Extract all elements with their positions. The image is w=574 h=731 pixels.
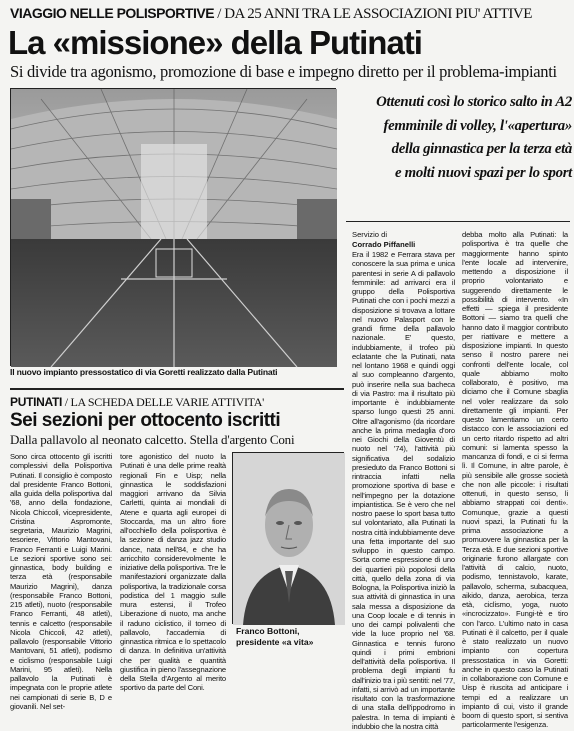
- byline-author: Corrado Piffanelli: [352, 239, 416, 249]
- byline: [352, 230, 452, 249]
- man-portrait-image: [233, 453, 345, 625]
- kicker-separator: /: [214, 6, 225, 22]
- side-kicker-bold: PUTINATI: [10, 395, 63, 409]
- side-text: tore agonistico del nuoto la Putinati è una delle prime realtà regionali Fin e Uisp; nella ginnastica le soddisfazioni maggiori arrivano da Silvia Carletti, quinta ai mondiali di Atene e quarta agli europei di Stoccarda, ma un altro fiore all'occhiello della polisportiva è la sezione di danza jazz studio dance, nata nell'84, e che ha arricchito considerevolmente le iniziative della polisportiva. Tre le manifestazioni organizzate dalla polisportiva, la tradizionale corsa podistica del 1 maggio sulle mura estensi, il Trofeo Liberazione di nuoto, ma anche il raduno ciclistico, il torneo di pallavolo, l'accademia di ginnastica ritmica e lo spettacolo di danza. In definitiva un'attività che per qualità e quantità giustifica in pieno l'assegnazione della Stella d'Argento al merito sportivo da parte del Coni.: [120, 452, 226, 693]
- pull-quote-rule: [346, 221, 570, 222]
- section-kicker: [10, 5, 570, 23]
- section-divider: [10, 388, 344, 390]
- article-text: Era il 1982 e Ferrara stava per conoscere la sua prima e unica parentesi in serie A di pallavolo femminile: ad arrivarci era il gruppo della Polisportiva Putinati che con i pochi mezzi a disposizione si trovava a lottare nel nuovo Palasport con le grandi firme della pallavolo nazionale. E' questo, indubbiamente, il trofeo più eclatante che la Putinati, nata nel lontano 1968 e quindi oggi al suo compleanno d'argento, può inserire nella sua bacheca di via Pastro: ma il risultato più importante è indubbiamente sparso lungo questi 25 anni. Oltre all'agonismo (da ricordare anche la prima medaglia d'oro nei Giochi della Gioventù di nuoto nel '74), l'attività più significativa del sodalizio presieduto da Franco Bottoni si rintraccia infatti nella promozione sportiva di base e nell'impegno per la dotazione impiantistica. Se è vero che nel nostro paese lo sport basa tutto sul volontariato, alla Putinati la nostra città indubbiamente deve una fetta importante del suo sviluppo in questo campo. Sorta come espressione di uno dei quartieri più popolosi della città, quello della zona di via Bologna, la Polisportiva iniziò la sua attività di ginnastica in una sala messa a disposizione da una Coop locale e di tennis in uno dei campi polivalenti che vide la luce proprio nel '68. Ginnastica e tennis furono quindi i primi embrioni dell'attività della polisportiva. Il problema degli impianti fu dall'inizio tra i più sentiti: nel '77, infatti, si arrivò ad un importante risultato con la trasformazione di una stalla dell'ippodromo in palestra. In tema di impianti è indubbio che la nostra città: [352, 250, 455, 731]
- side-column-1: [10, 452, 112, 711]
- page-headline: La «missione» della Putinati: [8, 24, 422, 61]
- kicker-rest: DA 25 ANNI TRA LE ASSOCIAZIONI PIU' ATTIVE: [224, 6, 532, 22]
- side-deck: Dalla pallavolo al neonato calcetto. Stella d'argento Coni: [10, 432, 295, 447]
- page-deck: Si divide tra agonismo, promozione di base e impegno diretto per il problema-impianti: [10, 62, 557, 81]
- pull-quote-line: Ottenuti così lo storico salto in A2: [376, 94, 572, 110]
- pressurized-dome-image: [11, 89, 337, 367]
- portrait-caption: [232, 626, 344, 656]
- facility-photo: [10, 88, 336, 366]
- portrait-caption-role: presidente «a vita»: [236, 637, 314, 647]
- photo-caption: Il nuovo impianto pressostatico di via Goretti realizzato dalla Putinati: [10, 367, 278, 377]
- side-headline: Sei sezioni per ottocento iscritti: [10, 410, 281, 431]
- pull-quote: [344, 91, 572, 209]
- article-text: debba molto alla Putinati: la polisportiva è tra quelle che maggiormente hanno spinto l'ente locale ad intervenire, mettendo a disposizione il proprio volontariato e suggerendo direttamente le possibilità di intervento. «In effetti — spiega il presidente Bottoni — siamo tra quelli che hanno dato il maggior contributo per riattivare e mettere a disposizione impianti. In questo senso il nostro parere nei confronti dell'ente locale, col quale abbiamo molto collaborato, è positivo, ma diciamo che il Comune sbaglia nel voler realizzare da solo direttamente gli impianti. Per questo lamentiamo un certo distacco con le associazioni ed un certo ritardo rispetto ad altri comuni: si lamenta spesso la mancanza di fondi, e ci si ferma lì. Il Comune, in altre parole, è più sensibile alle grosse società che non alle piccole: i risultati ottenuti, in questo senso, li abbiamo strappati coi denti». Comunque, grazie a questi nuovi spazi, la Putinati fu la prima associazione a promuovere la ginnastica per la Terza età. E due sezioni sportive originarie furono allargate con l'attività di calcio, nuoto, podismo, tennistavolo, karate, pallavolo, scherma, subacquea, aikido, danza, aerobica, terza età, ciclismo, yoga, nuoto «incrocizzato». Fungi-tè e tiro con l'arco. L'ultimo nato in casa Putinati è il calcetto, per il quale è stato realizzato un nuovo impianto con copertura pressostatica in via Goretti: anche in questo caso la Putinati in collaborazione con Comune e Uisp è riuscita ad anticipare i tempi ed a realizzare un impianto di cui, visto il grande boom di questo sport, si sentiva particolarmente l'esigenza.: [462, 230, 568, 730]
- side-kicker: [10, 395, 350, 411]
- article-column-1: [352, 250, 455, 731]
- side-column-2: [120, 452, 226, 693]
- side-text: Sono circa ottocento gli iscritti complessivi della Polisportiva Putinati. Il consiglio è composto dal presidente Franco Bottoni, alla guida della polisportiva dal '68, anno della fondazione, Nicola Chiccoli, vicepresidente, Cristina Aspromonte, segretaria, Maurizio Magrini, tesoriere, Vittorio Mantovani, Franco Ferranti e Luigi Marini. Le sezioni sportive sono sei: ginnastica, body building e terza età (responsabile Maurizio Magrini), danza (responsabile Franco Bottoni, 215 atleti), nuoto (responsabile Franco Ferranti, 48 atleti), tennis e calcetto (responsabile Nicola Chiccoli, 42 atleti), pallavolo (responsabile Vittorio Mantovani, 51 atleti), podismo e ciclismo (responsabile Luigi Marini, 95 atleti). Nella pallavolo la Putinati è impegnata con le proprie atlete nei campionati di serie B, D e giovanili. Nel set-: [10, 452, 112, 711]
- portrait-photo: [232, 452, 344, 624]
- article-column-2: [462, 230, 568, 730]
- pull-quote-line: femminile di volley, l'«apertura»: [383, 117, 572, 134]
- side-kicker-separator: /: [62, 395, 71, 409]
- byline-label: Servizio di: [352, 230, 388, 239]
- kicker-bold: VIAGGIO NELLE POLISPORTIVE: [10, 5, 215, 21]
- pull-quote-line: della ginnastica per la terza età: [391, 141, 572, 158]
- pull-quote-line: e molti nuovi spazi per lo sport: [394, 164, 572, 181]
- side-kicker-rest: LA SCHEDA DELLE VARIE ATTIVITA': [70, 395, 264, 409]
- portrait-caption-name: Franco Bottoni,: [236, 626, 300, 636]
